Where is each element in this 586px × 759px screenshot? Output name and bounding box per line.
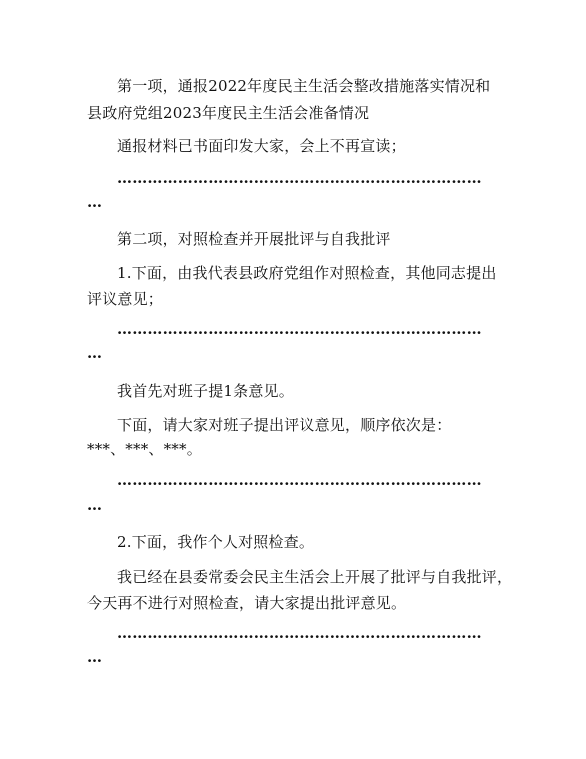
first-opinion-paragraph: 我首先对班子提1条意见。 bbox=[117, 382, 294, 400]
order-paragraph-line1: 下面，请大家对班子提出评议意见，顺序依次是： bbox=[117, 416, 452, 434]
ellipsis-line: ……………………………………………………………… bbox=[117, 471, 482, 489]
ellipsis-tail: … bbox=[87, 496, 103, 514]
section1-heading-line2: 县政府党组2023年度民主生活会准备情况 bbox=[87, 104, 370, 122]
item2-body-line2: 今天再不进行对照检查，请大家提出批评意见。 bbox=[87, 594, 407, 612]
order-paragraph-line2: ***、***、***。 bbox=[87, 440, 202, 458]
ellipsis-tail: … bbox=[87, 344, 103, 362]
ellipsis-line: ……………………………………………………………… bbox=[117, 624, 482, 642]
ellipsis-line: ……………………………………………………………… bbox=[117, 169, 482, 187]
ellipsis-tail: … bbox=[87, 648, 103, 666]
item2-body-line1: 我已经在县委常委会民主生活会上开展了批评与自我批评， bbox=[117, 568, 513, 586]
section1-heading-line1: 第一项，通报2022年度民主生活会整改措施落实情况和 bbox=[117, 77, 491, 95]
item2-heading: 2.下面，我作个人对照检查。 bbox=[117, 533, 315, 551]
ellipsis-tail: … bbox=[87, 193, 103, 211]
item1-line1: 1.下面，由我代表县政府党组作对照检查，其他同志提出 bbox=[117, 264, 497, 282]
ellipsis-line: ……………………………………………………………… bbox=[117, 320, 482, 338]
section1-body: 通报材料已书面印发大家，会上不再宣读； bbox=[117, 137, 406, 155]
section2-heading: 第二项，对照检查并开展批评与自我批评 bbox=[117, 230, 391, 248]
item1-line2: 评议意见； bbox=[87, 290, 164, 308]
